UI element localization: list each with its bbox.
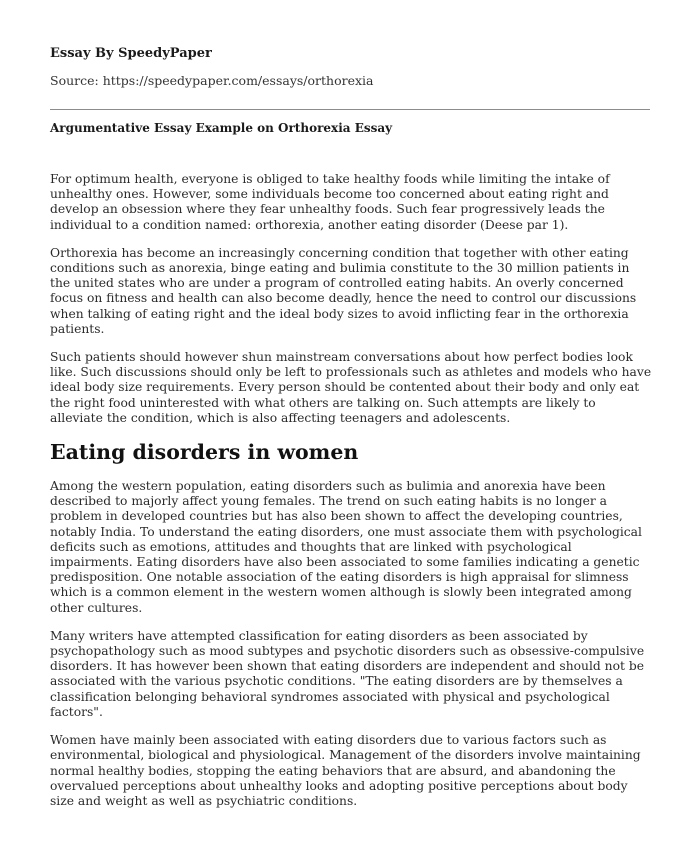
paragraph-patients: Such patients should however shun mainstream conversations about how perfect bodies look like. Such discussions should only be left to professionals such as athletes and models who have ideal body size requirements. Every person should be contented about their body and only eat the right food uninterested with what others are talking on. Such attempts are likely to alleviate the condition, which is also affecting teenagers and adolescents. — [50, 350, 652, 425]
paragraph-orthorexia: Orthorexia has become an increasingly concerning condition that together with other eating conditions such as anorexia, binge eating and bulimia constitute to the 30 million patients in the united states who are under a program of controlled eating habits. An overly concerned focus on fitness and health can also become deadly, hence the need to control our discussions when talking of eating right and the ideal body sizes to avoid inflicting fear in the orthorexia patients. — [50, 245, 637, 336]
section-heading: Eating disorders in women — [50, 440, 359, 465]
paragraph-intro: For optimum health, everyone is obliged to take healthy foods while limiting the intake of unhealthy ones. However, some individuals become too concerned about eating right and develop an obsession where they fear unhealthy foods. Such fear progressively leads the individual to a condition named: orthorexia, another eating disorder (Deese par 1). — [50, 172, 610, 232]
paragraph-women-factors: Women have mainly been associated with eating disorders due to various factors such as environmental, biological and physiological. Management of the disorders involve maintaining normal healthy bodies, stopping the eating behaviors that are absurd, and abandoning the overvalued perceptions about unhealthy looks and adopting positive perceptions about body size and weight as well as psychiatric conditions. — [50, 733, 641, 808]
source-line: Source: https://speedypaper.com/essays/orthorexia — [50, 73, 374, 88]
header-divider — [50, 109, 650, 110]
essay-title: Argumentative Essay Example on Orthorexia Essay — [50, 121, 393, 135]
essay-body — [50, 172, 652, 822]
paragraph-western-population: Among the western population, eating disorders such as bulimia and anorexia have been described to majorly affect young females. The trend on such eating habits is no longer a problem in developed countries but has also been shown to affect the developing countries, notably India. To understand the eating disorders, one must associate them with psychological deficits such as emotions, attitudes and thoughts that are linked with psychological impairments. Eating disorders have also been associated to some families indicating a genetic predisposition. One notable association of the eating disorders is high appraisal for slimness which is a common element in the western women although is slowly been integrated among other cultures. — [50, 479, 642, 615]
paragraph-classification: Many writers have attempted classification for eating disorders as been associated by psychopathology such as mood subtypes and psychotic disorders such as obsessive-compulsive disorders. It has however been shown that eating disorders are independent and should not be associated with the various psychotic conditions. "The eating disorders are by themselves a classification belonging behavioral syndromes associated with physical and psychological factors". — [50, 628, 645, 719]
document-header-title: Essay By SpeedyPaper — [50, 46, 212, 61]
